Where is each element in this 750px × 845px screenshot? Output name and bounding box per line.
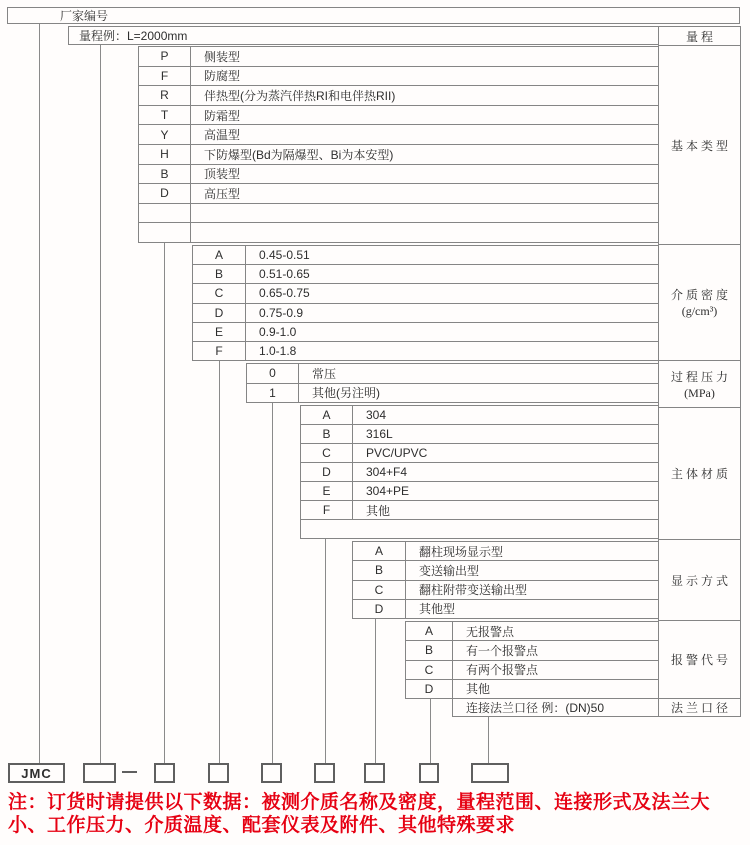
table-row <box>193 303 658 322</box>
code-cell: B <box>406 641 453 659</box>
order-note: 注：订货时请提供以下数据：被测介质名称及密度，量程范围、连接形式及法兰大小、工作压力、介质温度、配套仪表及附件、其他特殊要求 <box>8 792 711 837</box>
code-cell: D <box>406 680 453 698</box>
category-column <box>658 26 741 717</box>
table-row <box>353 560 658 579</box>
table-row <box>139 124 658 144</box>
code-box-basic <box>154 763 175 783</box>
code-cell: C <box>301 444 353 462</box>
code-cell: 1 <box>247 384 299 403</box>
code-cell: F <box>193 342 246 360</box>
value-cell: 伴热型(分为蒸汽伴热RI和电伴热RII) <box>204 88 396 103</box>
table-row <box>139 164 658 184</box>
code-cell: F <box>139 67 191 86</box>
table-row <box>353 542 658 560</box>
code-cell: E <box>193 323 246 341</box>
code-cell: D <box>193 304 246 322</box>
value-cell: 常压 <box>312 366 337 381</box>
code-cell: D <box>353 600 406 618</box>
value-cell: 316L <box>366 427 393 441</box>
code-cell: A <box>193 246 246 264</box>
value-cell: 防霜型 <box>204 108 241 123</box>
table-row <box>193 322 658 341</box>
value-cell: 顶装型 <box>204 167 241 182</box>
value-cell: 0.65-0.75 <box>259 286 310 301</box>
code-cell: A <box>301 406 353 424</box>
connector-line-display <box>375 619 376 764</box>
connector-line-pressure <box>272 403 273 764</box>
table-row <box>139 144 658 164</box>
connector-line-range <box>100 45 101 764</box>
range-row <box>68 26 659 45</box>
code-cell: Y <box>139 125 191 144</box>
table-row <box>406 622 658 640</box>
value-cell: 0.9-1.0 <box>259 324 297 339</box>
code-box-material <box>314 763 335 783</box>
code-cell: C <box>353 581 406 599</box>
value-cell: 1.0-1.8 <box>259 343 297 358</box>
category-process-pressure: 过程压力 (MPa) <box>659 360 740 407</box>
value-cell: PVC/UPVC <box>366 446 428 460</box>
value-cell: 防腐型 <box>204 69 241 84</box>
value-cell: 304+F4 <box>366 465 408 479</box>
alarm-code-table <box>405 621 659 699</box>
value-cell: 0.75-0.9 <box>259 305 304 320</box>
code-cell <box>139 223 191 242</box>
value-cell: 无报警点 <box>466 624 515 639</box>
range-example-label: 量程例：L=2000mm <box>79 29 188 43</box>
code-cell: F <box>301 501 353 519</box>
process-pressure-table <box>246 363 659 403</box>
value-cell <box>191 223 658 242</box>
code-cell: B <box>301 425 353 443</box>
connector-line-flange <box>488 717 489 764</box>
connector-line-density <box>219 361 220 764</box>
model-prefix-box: JMC <box>8 763 65 783</box>
value-cell: 高温型 <box>204 128 241 143</box>
table-row-empty <box>139 203 658 223</box>
category-display-mode: 显示方式 <box>659 539 740 620</box>
display-mode-table <box>352 541 659 619</box>
table-row <box>139 66 658 86</box>
category-body-material: 主体材质 <box>659 407 740 539</box>
code-cell: T <box>139 106 191 125</box>
body-material-table <box>300 405 659 539</box>
value-cell: 其他 <box>466 682 491 697</box>
category-basic-type: 基本类型 <box>659 45 740 244</box>
code-cell: A <box>406 622 453 640</box>
value-cell: 其他 <box>366 503 391 518</box>
category-alarm-code: 报警代号 <box>659 620 740 698</box>
value-cell: 0.45-0.51 <box>259 248 310 263</box>
code-cell: B <box>139 165 191 184</box>
table-row-empty <box>301 519 658 538</box>
table-row <box>139 85 658 105</box>
table-row <box>301 500 658 519</box>
basic-type-table <box>138 46 659 243</box>
code-cell: R <box>139 86 191 105</box>
connector-line-basic <box>164 243 165 764</box>
table-row <box>193 264 658 283</box>
code-box-pressure <box>261 763 282 783</box>
value-cell: 304+PE <box>366 484 410 498</box>
medium-density-table <box>192 245 659 361</box>
connector-line-material <box>325 539 326 764</box>
value-cell: 304 <box>366 408 387 422</box>
table-row <box>301 443 658 462</box>
value-cell: 变送输出型 <box>419 563 480 578</box>
code-box-range <box>83 763 116 783</box>
table-row <box>301 462 658 481</box>
code-cell: C <box>406 661 453 679</box>
code-cell: 0 <box>247 364 299 383</box>
dash-separator <box>122 771 137 773</box>
category-flange-size: 法兰口径 <box>659 698 740 716</box>
value-cell: 有一个报警点 <box>466 643 539 658</box>
code-cell <box>139 204 191 223</box>
maker-number-row <box>7 7 740 24</box>
code-box-alarm <box>419 763 439 783</box>
value-cell: 其他(另注明) <box>312 386 380 401</box>
table-row <box>406 640 658 659</box>
value-cell: 翻柱附带变送输出型 <box>419 583 528 598</box>
table-row <box>193 341 658 360</box>
table-row <box>406 660 658 679</box>
value-cell: 其他型 <box>419 602 456 617</box>
value-cell: 高压型 <box>204 186 241 201</box>
code-box-flange <box>471 763 509 783</box>
category-medium-density: 介质密度 (g/cm³) <box>659 244 740 360</box>
table-row <box>301 406 658 424</box>
table-row <box>139 183 658 203</box>
value-cell: 翻柱现场显示型 <box>419 544 504 559</box>
code-cell: E <box>301 482 353 500</box>
code-cell: B <box>193 265 246 283</box>
table-row <box>193 246 658 264</box>
table-row <box>139 105 658 125</box>
code-cell: C <box>193 284 246 302</box>
code-cell: H <box>139 145 191 164</box>
table-row <box>301 481 658 500</box>
value-cell: 有两个报警点 <box>466 663 539 678</box>
table-row-empty <box>139 222 658 242</box>
table-row <box>353 580 658 599</box>
maker-number-label: 厂家编号 <box>60 9 109 23</box>
category-range: 量程 <box>685 29 716 44</box>
code-cell: D <box>301 463 353 481</box>
code-cell: A <box>353 542 406 560</box>
table-row <box>139 47 658 66</box>
code-cell: B <box>353 561 406 579</box>
table-row <box>247 364 658 383</box>
connector-line-alarm <box>430 699 431 764</box>
connector-line-maker <box>39 24 40 763</box>
value-cell: 下防爆型(Bd为隔爆型、Bi为本安型) <box>204 147 394 162</box>
value-cell: 0.51-0.65 <box>259 267 310 282</box>
value-cell: 侧装型 <box>204 49 241 64</box>
table-row <box>193 283 658 302</box>
value-cell <box>301 520 658 538</box>
code-cell: P <box>139 47 191 66</box>
code-box-display <box>364 763 385 783</box>
flange-size-row <box>452 698 659 717</box>
value-cell <box>191 204 658 223</box>
table-row <box>406 679 658 698</box>
code-cell: D <box>139 184 191 203</box>
code-box-density <box>208 763 229 783</box>
table-row <box>247 383 658 403</box>
table-row <box>353 599 658 618</box>
table-row <box>301 424 658 443</box>
flange-size-label: 连接法兰口径 例：(DN)50 <box>466 701 605 715</box>
